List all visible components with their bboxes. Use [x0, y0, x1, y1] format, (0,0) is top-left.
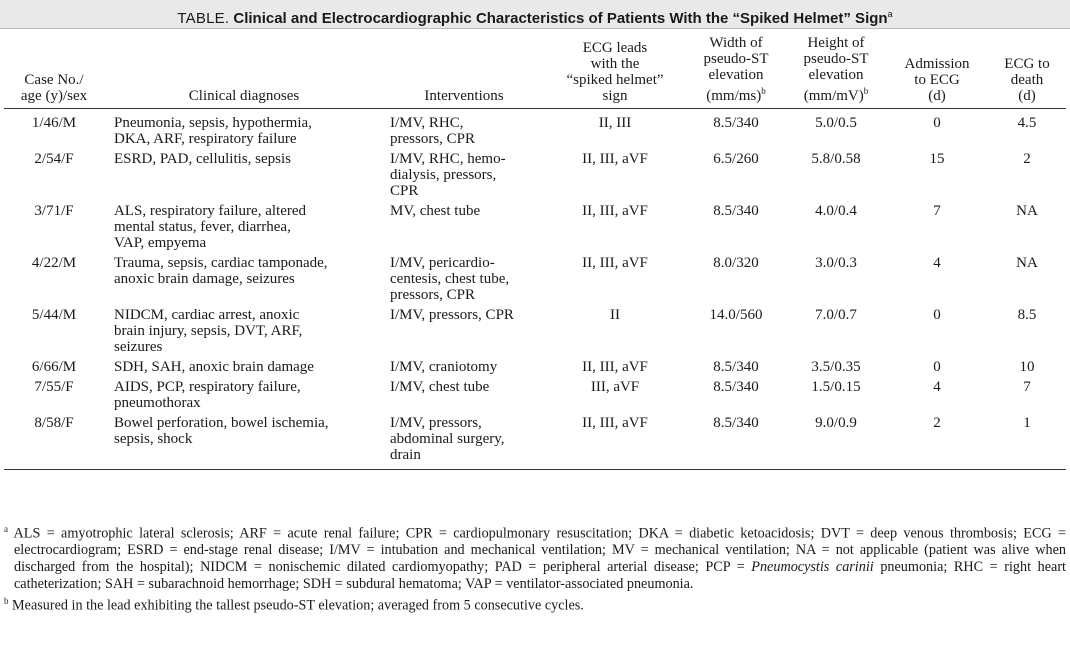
- cell-interventions: [384, 411, 544, 470]
- cell-width: 8.5/340: [686, 411, 786, 470]
- table-row: [4, 109, 1066, 148]
- cell-width: 14.0/560: [709, 307, 763, 323]
- footnote-a-text-2: pneumonia; RHC = right heart catheterization; SAH = subarachnoid hemorrhage; SDH = subdural hematoma; VAP = ventilator-associated pneumonia.: [14, 558, 1066, 592]
- header-line: (mm/ms): [706, 88, 762, 104]
- cell-interventions-line: drain: [390, 447, 421, 463]
- cell-diagnoses: [104, 375, 384, 411]
- table-row: [4, 355, 1066, 375]
- cell-diagnoses: [104, 251, 384, 303]
- cell-diagnoses-line: anoxic brain damage, seizures: [114, 271, 295, 287]
- cell-leads: II, III, aVF: [544, 411, 686, 470]
- header-line: sign: [602, 88, 628, 104]
- header-line: Width of: [709, 35, 763, 51]
- cell-height: 3.0/0.3: [815, 255, 857, 271]
- cell-diagnoses-line: VAP, empyema: [114, 235, 207, 251]
- cell-death: 1: [988, 411, 1066, 470]
- table-title: [0, 0, 1070, 29]
- cell-interventions: [384, 251, 544, 303]
- cell-admission: 4: [933, 379, 941, 395]
- cell-height: 4.0/0.4: [815, 203, 857, 219]
- table-header: [4, 29, 1066, 109]
- cell-diagnoses-line: ESRD, PAD, cellulitis, sepsis: [114, 151, 291, 167]
- table-title-footnote-mark: a: [887, 9, 893, 19]
- cell-interventions: [384, 303, 544, 355]
- table-container: [0, 29, 1070, 470]
- cell-diagnoses: [104, 355, 384, 375]
- cell-interventions-line: I/MV, chest tube: [390, 379, 490, 395]
- cell-admission: 0: [933, 115, 941, 131]
- cell-death: 4.5: [1017, 115, 1037, 131]
- cell-admission: 4: [933, 255, 941, 271]
- header-height: [786, 29, 886, 109]
- cell-interventions-line: I/MV, RHC,: [390, 115, 464, 131]
- header-line: with the: [590, 56, 640, 72]
- cell-death: 7: [1023, 379, 1031, 395]
- footnote-b-text: Measured in the lead exhibiting the tallest pseudo-ST elevation; averaged from 5 consecutive cycles.: [8, 597, 584, 614]
- cell-death: NA: [1016, 203, 1038, 219]
- header-death: [988, 29, 1066, 109]
- header-line: ECG to: [1004, 56, 1050, 72]
- cell-interventions-line: CPR: [390, 183, 419, 199]
- cell-admission: 7: [933, 203, 941, 219]
- header-line: pseudo-ST: [803, 51, 869, 67]
- header-diagnoses: Clinical diagnoses: [104, 29, 384, 109]
- cell-leads: II, III, aVF: [582, 203, 648, 219]
- cell-diagnoses-line: NIDCM, cardiac arrest, anoxic: [114, 307, 300, 323]
- cell-admission: 2: [886, 411, 988, 470]
- cell-interventions: [384, 199, 544, 251]
- cell-death: 10: [1019, 359, 1035, 375]
- cell-interventions-line: pressors, CPR: [390, 287, 476, 303]
- cell-height: 3.5/0.35: [811, 359, 861, 375]
- cell-case: 8/58/F: [4, 411, 104, 470]
- cell-diagnoses: [104, 303, 384, 355]
- header-line: Height of: [807, 35, 865, 51]
- cell-width: 8.5/340: [713, 379, 759, 395]
- header-line: (d): [928, 88, 946, 104]
- cell-diagnoses-line: Pneumonia, sepsis, hypothermia,: [114, 115, 312, 131]
- table-row: [4, 147, 1066, 199]
- header-line: ECG leads: [582, 40, 648, 56]
- cell-interventions-line: pressors, CPR: [390, 131, 476, 147]
- cell-leads: II, III, aVF: [582, 359, 648, 375]
- cell-death: 2: [1023, 151, 1031, 167]
- cell-case: 6/66/M: [31, 359, 77, 375]
- cell-interventions-line: centesis, chest tube,: [390, 271, 510, 287]
- header-case: [4, 29, 104, 109]
- table-row: [4, 303, 1066, 355]
- cell-admission: 15: [929, 151, 945, 167]
- cell-interventions-line: I/MV, RHC, hemo-: [390, 151, 506, 167]
- cell-width: 8.5/340: [713, 359, 759, 375]
- cell-diagnoses-line: AIDS, PCP, respiratory failure,: [114, 379, 301, 395]
- cell-interventions-line: dialysis, pressors,: [390, 167, 497, 183]
- cell-width: 8.0/320: [713, 255, 759, 271]
- cell-diagnoses-line: Trauma, sepsis, cardiac tamponade,: [114, 255, 328, 271]
- header-line: (d): [1018, 88, 1036, 104]
- header-line: (mm/mV): [803, 88, 864, 104]
- footnote-a: [4, 521, 1066, 592]
- table-title-tag: TABLE.: [177, 10, 230, 27]
- cell-diagnoses: [104, 109, 384, 148]
- header-line: death: [1010, 72, 1044, 88]
- cell-leads: II: [610, 307, 620, 323]
- cell-diagnoses-line: SDH, SAH, anoxic brain damage: [114, 359, 314, 375]
- cell-height: 1.5/0.15: [811, 379, 861, 395]
- cell-interventions: [384, 109, 544, 148]
- cell-diagnoses-line: pneumothorax: [114, 395, 201, 411]
- cell-death: 8.5: [1017, 307, 1037, 323]
- cell-interventions-line: I/MV, pressors,: [390, 415, 482, 431]
- table-row: [4, 251, 1066, 303]
- cell-leads: III, aVF: [590, 379, 640, 395]
- cell-case: 1/46/M: [31, 115, 77, 131]
- footnote-a-mark: a: [4, 524, 8, 534]
- table-title-text: Clinical and Electrocardiographic Characteristics of Patients With the “Spiked Helmet” Sign: [233, 10, 888, 27]
- cell-interventions-line: I/MV, pericardio-: [390, 255, 495, 271]
- cell-height: 5.0/0.5: [815, 115, 857, 131]
- cell-interventions: [384, 375, 544, 411]
- cell-width: 8.5/340: [713, 203, 759, 219]
- cell-diagnoses: [104, 199, 384, 251]
- cell-leads: II, III: [598, 115, 632, 131]
- header-width: [686, 29, 786, 109]
- cell-width: 6.5/260: [713, 151, 759, 167]
- header-footnote-mark: b: [761, 86, 766, 96]
- cell-admission: 0: [933, 307, 941, 323]
- header-line: age (y)/sex: [20, 88, 88, 104]
- cell-diagnoses: [104, 411, 384, 470]
- cell-diagnoses-line: seizures: [114, 339, 163, 355]
- cell-interventions-line: I/MV, craniotomy: [390, 359, 498, 375]
- cell-diagnoses-line: brain injury, sepsis, DVT, ARF,: [114, 323, 303, 339]
- cell-interventions: [384, 355, 544, 375]
- cell-height: 9.0/0.9: [786, 411, 886, 470]
- cell-case: 3/71/F: [34, 203, 74, 219]
- cell-interventions-line: MV, chest tube: [390, 203, 481, 219]
- cell-admission: 0: [933, 359, 941, 375]
- cell-leads: II, III, aVF: [582, 255, 648, 271]
- header-line: elevation: [808, 67, 864, 83]
- header-interventions: Interventions: [384, 29, 544, 109]
- cell-death: NA: [1016, 255, 1038, 271]
- header-leads: [544, 29, 686, 109]
- cell-interventions: [384, 147, 544, 199]
- cell-interventions-line: abdominal surgery,: [390, 431, 505, 447]
- header-admission: [886, 29, 988, 109]
- header-line: Case No./: [24, 72, 84, 88]
- cell-diagnoses-line: mental status, fever, diarrhea,: [114, 219, 291, 235]
- cell-interventions-line: I/MV, pressors, CPR: [390, 307, 514, 323]
- footnote-a-italic: Pneumocystis carinii: [751, 558, 874, 575]
- cell-diagnoses-line: Bowel perforation, bowel ischemia,: [114, 415, 329, 431]
- footnote-b-mark: b: [4, 596, 9, 607]
- cell-diagnoses-line: ALS, respiratory failure, altered: [114, 203, 307, 219]
- table-body: [4, 109, 1066, 470]
- cell-diagnoses-line: DKA, ARF, respiratory failure: [114, 131, 297, 147]
- cell-diagnoses: [104, 147, 384, 199]
- cell-diagnoses-line: sepsis, shock: [114, 431, 193, 447]
- header-line: “spiked helmet”: [566, 72, 664, 88]
- cell-case: 4/22/M: [31, 255, 77, 271]
- table-row: [4, 199, 1066, 251]
- header-line: elevation: [708, 67, 764, 83]
- table-row: [4, 375, 1066, 411]
- cell-case: 7/55/F: [34, 379, 74, 395]
- cell-height: 5.8/0.58: [811, 151, 861, 167]
- footnotes: [4, 521, 1066, 614]
- footnote-a-text-1: ALS = amyotrophic lateral sclerosis; ARF = acute renal failure; CPR = cardiopulmonary resuscitation; DKA = diabetic ketoacidosis; DVT = deep venous thrombosis; ECG = electrocardiogram; ESRD = end-stage renal disease; I/MV = intubation and mechanical ventilation; MV = mechanical ventilation; NA = not applicable (patient was alive when discharged from the hospital); NIDCM = nonischemic dilated cardiomyopathy; PAD = peripheral arterial disease; PCP =: [8, 525, 1066, 575]
- header-footnote-mark: b: [863, 86, 869, 96]
- cell-leads: II, III, aVF: [582, 151, 648, 167]
- header-line: Admission: [904, 56, 970, 72]
- header-line: pseudo-ST: [703, 51, 769, 67]
- table-row: [4, 411, 1066, 470]
- cell-width: 8.5/340: [713, 115, 759, 131]
- footnote-b: [4, 593, 1066, 614]
- header-line: to ECG: [914, 72, 960, 88]
- patient-table: [4, 29, 1066, 470]
- cell-case: 2/54/F: [34, 151, 74, 167]
- cell-height: 7.0/0.7: [815, 307, 857, 323]
- cell-case: 5/44/M: [31, 307, 77, 323]
